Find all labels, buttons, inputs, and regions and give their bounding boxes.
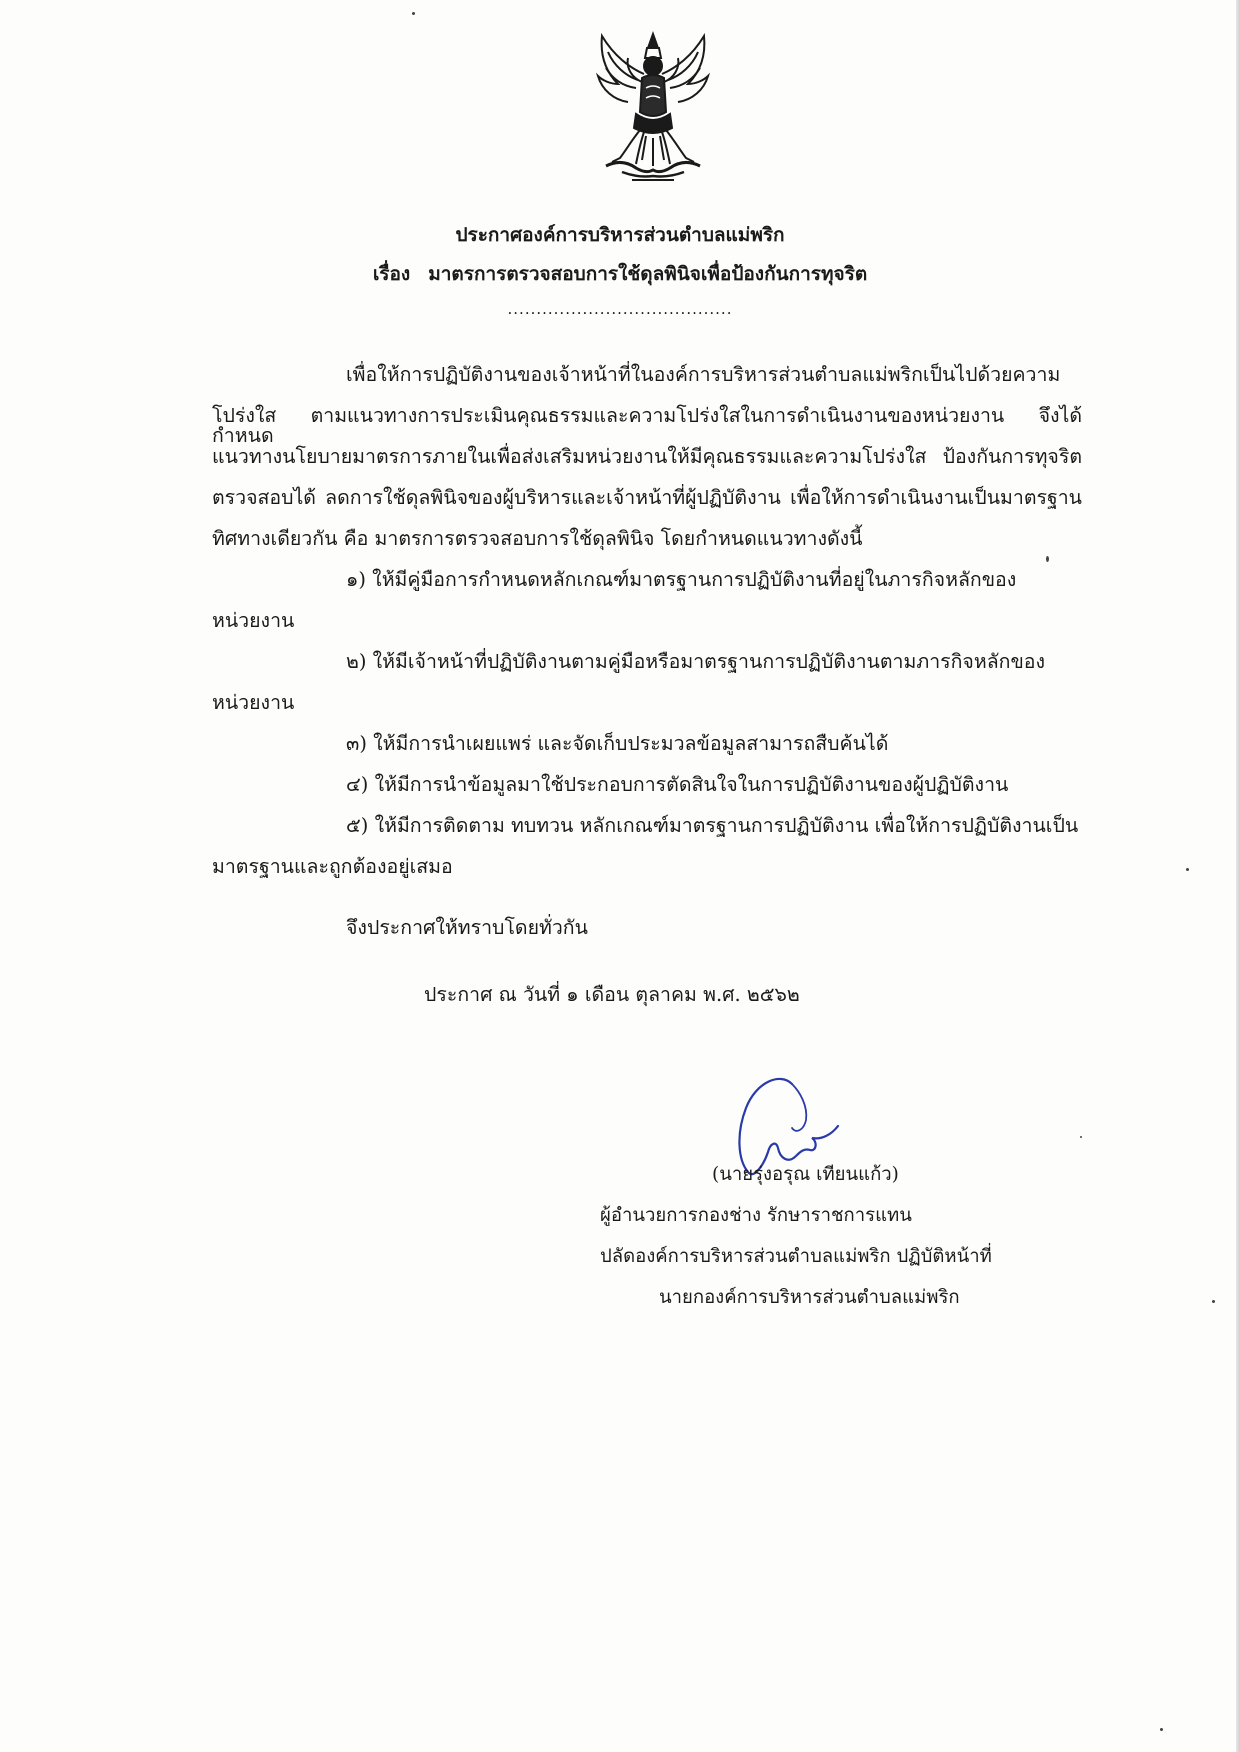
title-divider: ....................................... xyxy=(507,300,733,318)
item-5-text: ๕) ให้มีการติดตาม ทบทวน หลักเกณฑ์มาตรฐานการปฏิบัติงาน เพื่อให้การปฏิบัติงานเป็น xyxy=(346,814,1079,837)
closing-statement: จึงประกาศให้ทราบโดยทั่วกัน xyxy=(346,916,588,939)
signer-position-2: ปลัดองค์การบริหารส่วนตำบลแม่พริก ปฏิบัติหน้าที่ xyxy=(600,1246,992,1267)
intro-line-4: ตรวจสอบได้ ลดการใช้ดุลพินิจของผู้บริหารและเจ้าหน้าที่ผู้ปฏิบัติงาน เพื่อให้การดำเนินงานเป็นมาตรฐาน xyxy=(212,486,1082,509)
document-subject xyxy=(0,259,1240,289)
item-1-continuation: หน่วยงาน xyxy=(212,609,295,632)
intro-line-2: โปร่งใส ตามแนวทางการประเมินคุณธรรมและความโปร่งใสในการดำเนินงานของหน่วยงาน จึงได้กำหนด xyxy=(212,404,1082,447)
item-1-text: ๑) ให้มีคู่มือการกำหนดหลักเกณฑ์มาตรฐานการปฏิบัติงานที่อยู่ในภารกิจหลักของ xyxy=(346,568,1017,591)
subject-label: เรื่อง xyxy=(372,263,411,285)
intro-line-3: แนวทางนโยบายมาตรการภายในเพื่อส่งเสริมหน่วยงานให้มีคุณธรรมและความโปร่งใส ป้องกันการทุจริต xyxy=(212,445,1082,468)
item-5-continuation: มาตรฐานและถูกต้องอยู่เสมอ xyxy=(212,855,453,878)
item-3-text: ๓) ให้มีการนำเผยแพร่ และจัดเก็บประมวลข้อมูลสามารถสืบค้นได้ xyxy=(346,732,889,755)
item-4-text: ๔) ให้มีการนำข้อมูลมาใช้ประกอบการตัดสินใจในการปฏิบัติงานของผู้ปฏิบัติงาน xyxy=(346,773,1009,796)
scan-speck xyxy=(1212,1300,1215,1303)
scan-speck xyxy=(1160,1728,1163,1731)
announcement-date: ประกาศ ณ วันที่ ๑ เดือน ตุลาคม พ.ศ. ๒๕๖๒ xyxy=(424,983,800,1006)
garuda-emblem-icon xyxy=(592,28,714,188)
scan-speck xyxy=(1046,556,1049,562)
item-2-text: ๒) ให้มีเจ้าหน้าที่ปฏิบัติงานตามคู่มือหรือมาตรฐานการปฏิบัติงานตามภารกิจหลักของ xyxy=(346,650,1046,673)
signer-position-1: ผู้อำนวยการกองช่าง รักษาราชการแทน xyxy=(600,1205,912,1226)
document-title: ประกาศองค์การบริหารส่วนตำบลแม่พริก xyxy=(455,224,785,246)
signer-name: (นายรุ่งอรุณ เทียนแก้ว) xyxy=(712,1164,899,1185)
intro-line-1: เพื่อให้การปฏิบัติงานของเจ้าหน้าที่ในองค์การบริหารส่วนตำบลแม่พริกเป็นไปด้วยความ xyxy=(346,363,1061,386)
subject-text: มาตรการตรวจสอบการใช้ดุลพินิจเพื่อป้องกันการทุจริต xyxy=(428,263,868,285)
scan-speck xyxy=(1080,1136,1082,1138)
scan-speck xyxy=(412,12,415,15)
scan-speck xyxy=(1186,868,1189,871)
signer-position-3: นายกองค์การบริหารส่วนตำบลแม่พริก xyxy=(659,1287,960,1308)
intro-line-5: ทิศทางเดียวกัน คือ มาตรการตรวจสอบการใช้ดุลพินิจ โดยกำหนดแนวทางดังนี้ xyxy=(212,527,863,550)
item-2-continuation: หน่วยงาน xyxy=(212,691,295,714)
